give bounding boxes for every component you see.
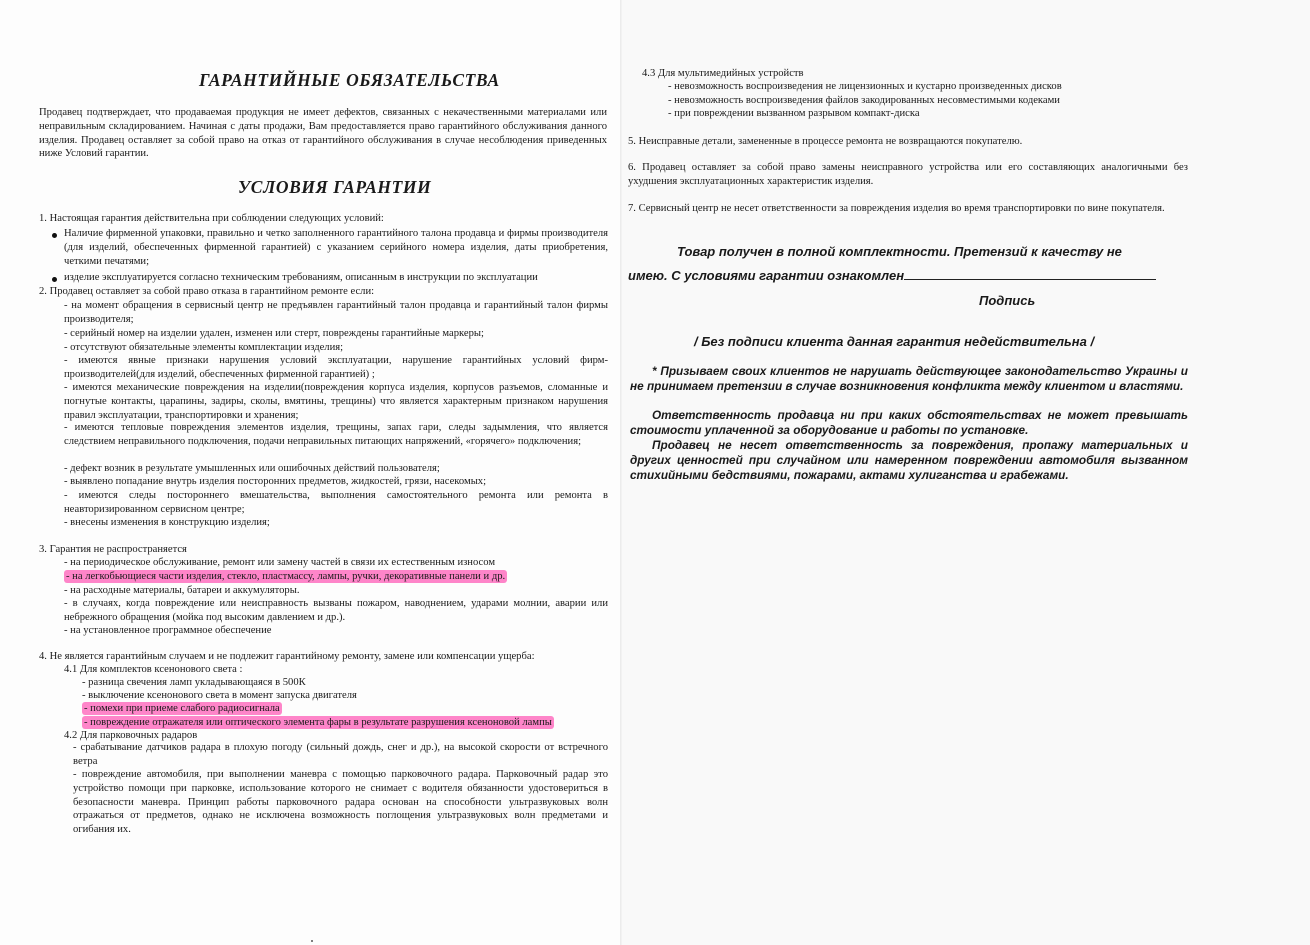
clause-6: 6. Продавец оставляет за собой право замены неисправного устройства или его составляющих аналогичными без ухудшения эксплуатационных характеристик изделия. xyxy=(628,162,1188,187)
xenon-item-highlighted: - помехи при приеме слабого радиосигнала xyxy=(84,703,280,714)
note-liability: Ответственность продавца ни при каких обстоятельствах не может превышать стоимости уплаченной за оборудование и работы по установке. xyxy=(630,408,1188,437)
radar-item: - повреждение автомобиля, при выполнении маневра с помощью парковочного радара. Парковочный радар это устройство помощи при парковке, использование которого не снимает с водителя обязанности удостовериться в безопасности маневра. Принцип работы парковочного радара основан на способности ультразвуковых волн отражаться от предметов, однако не исключена возможность поглощения ультразвуковых волн предметами и огибания их. xyxy=(73,769,608,836)
section-1-item-1: Наличие фирменной упаковки, правильно и четко заполненного гарантийного талона продавца и фирмы производителя (для изделий, обеспеченных фирменной гарантией) с указанием серийного номера изделия, даты приобретения, четкими печатями; xyxy=(64,228,608,267)
section-2-heading: 2. Продавец оставляет за собой право отказа в гарантийном ремонте если: xyxy=(39,286,375,297)
section-2-item: - отсутствуют обязательные элементы комплектации изделия; xyxy=(64,342,344,353)
signature-line xyxy=(904,267,1156,280)
section-2-item: - имеются тепловые повреждения элементов изделия, трещины, запах гари, следы задымления, что является следствием неправильного подключения, подачи неправильных питающих напряжений, «горячего» подключения; xyxy=(64,422,608,447)
section-3-heading: 3. Гарантия не распространяется xyxy=(39,544,187,555)
section-4-2-heading: 4.2 Для парковочных радаров xyxy=(64,730,198,741)
multimedia-item: - невозможность воспроизведения не лицензионных и кустарно произведенных дисков xyxy=(668,81,1062,92)
section-4-1-heading: 4.1 Для комплектов ксенонового света : xyxy=(64,664,243,675)
scan-speck xyxy=(311,940,313,942)
signature-label: Подпись xyxy=(979,293,1036,308)
left-page xyxy=(0,0,622,945)
warranty-title: ГАРАНТИЙНЫЕ ОБЯЗАТЕЛЬСТВА xyxy=(199,70,500,90)
right-page xyxy=(622,0,1310,945)
section-3-item: - на расходные материалы, батареи и аккумуляторы. xyxy=(64,585,300,596)
section-1-heading: 1. Настоящая гарантия действительна при соблюдении следующих условий: xyxy=(39,213,384,224)
multimedia-item: - при повреждении вызванном разрывом компакт-диска xyxy=(668,108,920,119)
xenon-item: - выключение ксенонового света в момент запуска двигателя xyxy=(82,690,357,701)
intro-paragraph: Продавец подтверждает, что продаваемая продукция не имеет дефектов, связанных с некачественными материалами или неправильным складированием. Начиная с даты продажи, Вам предоставляется право гарантийного обслуживания данного изделия. Продавец оставляет за собой право на отказ от гарантийного обслуживания в случае несоблюдения приведенных ниже Условий гарантии. xyxy=(39,107,607,160)
section-2-item: - серийный номер на изделии удален, изменен или стерт, повреждены гарантийные маркеры; xyxy=(64,328,484,339)
section-3-item: - в случаях, когда повреждение или неисправность вызваны пожаром, наводнением, ударами молнии, аварии или небрежного обращения (мойка под высоким давлением и др.). xyxy=(64,598,608,623)
section-2-item: - на момент обращения в сервисный центр не предъявлен гарантийный талон продавца и гарантийный талон фирмы производителя; xyxy=(64,300,608,325)
clause-7: 7. Сервисный центр не несет ответственности за повреждения изделия во время транспортировки по вине покупателя. xyxy=(628,203,1165,214)
bullet-icon xyxy=(52,277,57,282)
xenon-item-highlighted: - повреждение отражателя или оптического элемента фары в результате разрушения ксеноновой лампы xyxy=(84,717,552,728)
multimedia-item: - невозможность воспроизведения файлов закодированных несовместимыми кодеками xyxy=(668,95,1060,106)
note-legislation: * Призываем своих клиентов не нарушать действующее законодательство Украины и не принимаем претензии в случае возникновения конфликта между клиентом и властями. xyxy=(630,364,1188,393)
section-2-item: - выявлено попадание внутрь изделия посторонних предметов, жидкостей, грязи, насекомых; xyxy=(64,476,487,487)
section-2-item: - внесены изменения в конструкцию изделия; xyxy=(64,517,270,528)
clause-5: 5. Неисправные детали, замененные в процессе ремонта не возвращаются покупателю. xyxy=(628,136,1023,147)
section-3-item-highlighted: - на легкобьющиеся части изделия, стекло, пластмассу, лампы, ручки, декоративные панели и др. xyxy=(66,571,506,582)
section-2-item: - дефект возник в результате умышленных или ошибочных действий пользователя; xyxy=(64,463,440,474)
bullet-icon xyxy=(52,233,57,238)
xenon-item: - разница свечения ламп укладывающаяся в 500К xyxy=(82,677,306,688)
acknowledgement-line-2: имею. С условиями гарантии ознакомлен xyxy=(628,267,1156,284)
section-4-3-heading: 4.3 Для мультимедийных устройств xyxy=(642,68,804,79)
section-1-item-2: изделие эксплуатируется согласно техническим требованиям, описанным в инструкции по эксплуатации xyxy=(64,272,538,283)
section-3-item: - на установленное программное обеспечение xyxy=(64,625,272,636)
section-2-item: - имеются механические повреждения на изделии(повреждения корпуса изделия, корпусов разъемов, сломанные и погнутые контакты, царапины, задиры, сколы, вмятины, трещины) что является характерным признаком нарушения правил эксплуатации, транспортировки и хранения; xyxy=(64,382,608,421)
section-2-item: - имеются следы постороннего вмешательства, выполнения самостоятельного ремонта или ремонта в неавторизированном сервисном центре; xyxy=(64,490,608,515)
radar-item: - срабатывание датчиков радара в плохую погоду (сильный дождь, снег и др.), на высокой скорости от встречного ветра xyxy=(73,742,608,767)
section-3-item: - на периодическое обслуживание, ремонт или замену частей в связи их естественным износом xyxy=(64,557,496,568)
note-damages: Продавец не несет ответственность за повреждения, пропажу материальных и других ценностей при случайном или намеренном повреждении автомобиля вызванном стихийными бедствиями, пожарами, актами хулиганства и грабежами. xyxy=(630,438,1188,482)
section-2-item: - имеются явные признаки нарушения условий эксплуатации, нарушение гарантийных условий фирм-производителей(для изделий, обеспеченных фирменной гарантией) ; xyxy=(64,355,608,380)
acknowledgement-line-1: Товар получен в полной комплектности. Претензий к качеству не xyxy=(677,244,1122,259)
validity-warning: / Без подписи клиента данная гарантия недействительна / xyxy=(694,334,1095,349)
section-4-heading: 4. Не является гарантийным случаем и не подлежит гарантийному ремонту, замене или компенсации ущерба: xyxy=(39,651,535,662)
conditions-title: УСЛОВИЯ ГАРАНТИИ xyxy=(238,177,432,197)
